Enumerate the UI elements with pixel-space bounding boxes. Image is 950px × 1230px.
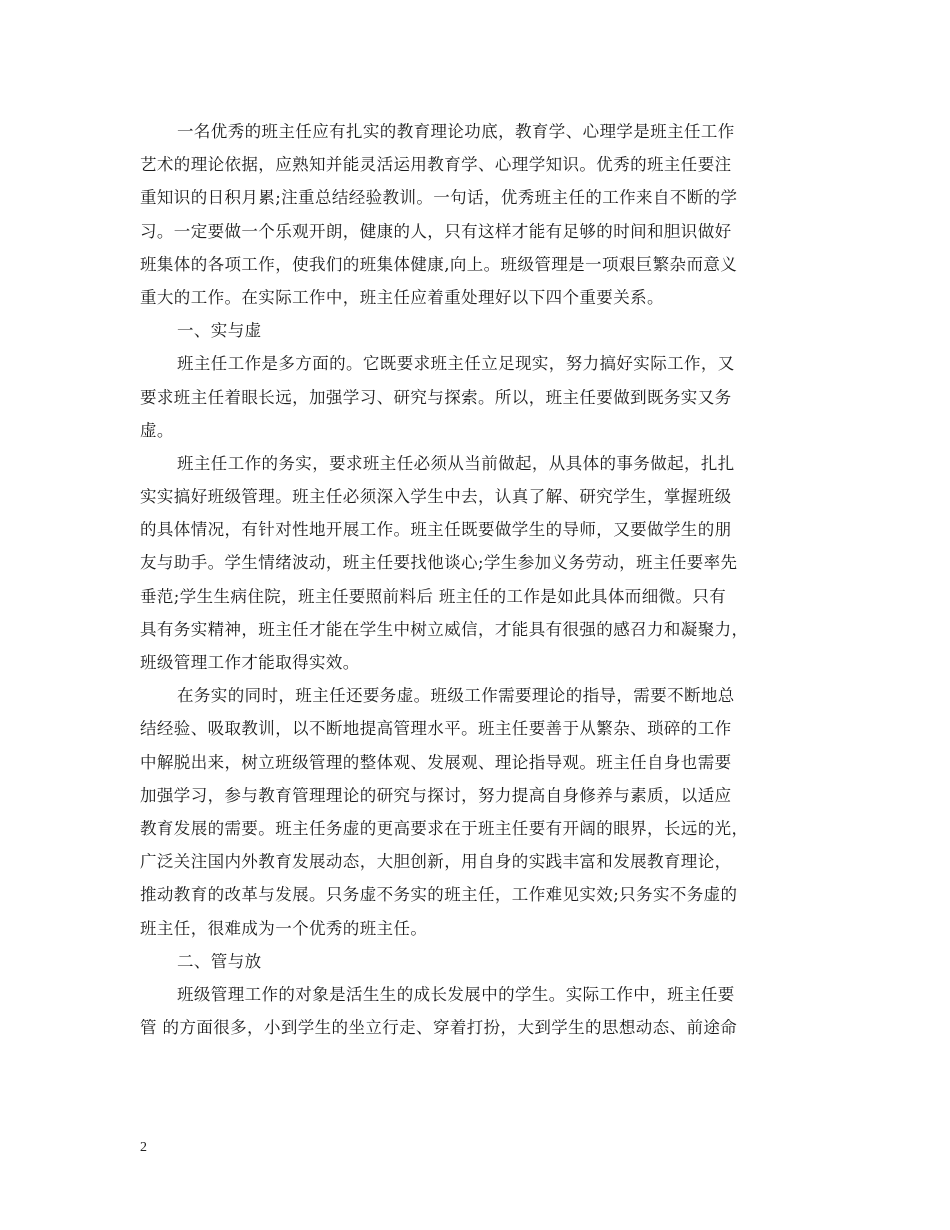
text-line: 一名优秀的班主任应有扎实的教育理论功底，教育学、心理学是班主任工作 [177, 122, 735, 141]
text-line: 二、管与放 [177, 951, 262, 971]
document-body [140, 115, 820, 1044]
text-line: 中解脱出来，树立班级管理的整体观、发展观、理论指导观。班主任自身也需要 [140, 752, 732, 772]
text-line: 班集体的各项工作，使我们的班集体健康,向上。班级管理是一项艰巨繁杂而意义 [140, 254, 738, 274]
text-line: 管 的方面很多，小到学生的坐立行走、穿着打扮，大到学生的思想动态、前途命 [140, 1018, 738, 1038]
text-line: 结经验、吸取教训，以不断地提高管理水平。班主任要善于从繁杂、琐碎的工作 [140, 719, 732, 739]
text-line: 班主任工作的务实，要求班主任必须从当前做起，从具体的事务做起，扎扎 [177, 453, 735, 473]
text-line: 班主任工作是多方面的。它既要求班主任立足现实，努力搞好实际工作，又 [177, 354, 735, 374]
text-line: 班级管理工作的对象是活生生的成长发展中的学生。实际工作中，班主任要 [177, 984, 735, 1004]
text-line: 广泛关注国内外教育发展动态，大胆创新，用自身的实践丰富和发展教育理论， [140, 852, 732, 872]
text-line: 在务实的同时，班主任还要务虚。班级工作需要理论的指导，需要不断地总 [177, 686, 735, 706]
text-line: 具有务实精神，班主任才能在学生中树立威信，才能具有很强的感召力和凝聚力， [140, 619, 749, 639]
text-line: 重大的工作。在实际工作中，班主任应着重处理好以下四个重要关系。 [140, 287, 664, 307]
page-number: 2 [140, 1140, 147, 1155]
text-line: 加强学习，参与教育管理理论的研究与探讨，努力提高自身修养与素质，以适应 [140, 785, 732, 805]
text-line: 的具体情况，有针对性地开展工作。班主任既要做学生的导师，又要做学生的朋 [140, 520, 732, 540]
text-line: 一、实与虚 [177, 321, 262, 341]
text-line: 重知识的日积月累;注重总结经验教训。一句话，优秀班主任的工作来自不断的学 [140, 188, 738, 208]
text-line: 垂范;学生生病住院，班主任要照前料后 班主任的工作是如此具体而细微。只有 [140, 586, 727, 606]
text-line: 教育发展的需要。班主任务虚的更高要求在于班主任要有开阔的眼界，长远的光， [140, 818, 749, 838]
text-line: 班级管理工作才能取得实效。 [140, 653, 360, 672]
text-line: 实实搞好班级管理。班主任必须深入学生中去，认真了解、研究学生，掌握班级 [140, 487, 732, 507]
text-line: 推动教育的改革与发展。只务虚不务实的班主任，工作难见实效;只务实不务虚的 [140, 885, 738, 905]
text-line: 要求班主任着眼长远，加强学习、研究与探索。所以，班主任要做到既务实又务 [140, 387, 732, 407]
text-line: 习。一定要做一个乐观开朗，健康的人，只有这样才能有足够的时间和胆识做好 [140, 221, 732, 241]
text-line: 艺术的理论依据，应熟知并能灵活运用教育学、心理学知识。优秀的班主任要注 [140, 155, 732, 175]
text-line: 班主任，很难成为一个优秀的班主任。 [140, 918, 428, 938]
text-line: 虚。 [140, 420, 174, 440]
text-line: 友与助手。学生情绪波动，班主任要找他谈心;学生参加义务劳动，班主任要率先 [140, 553, 738, 573]
